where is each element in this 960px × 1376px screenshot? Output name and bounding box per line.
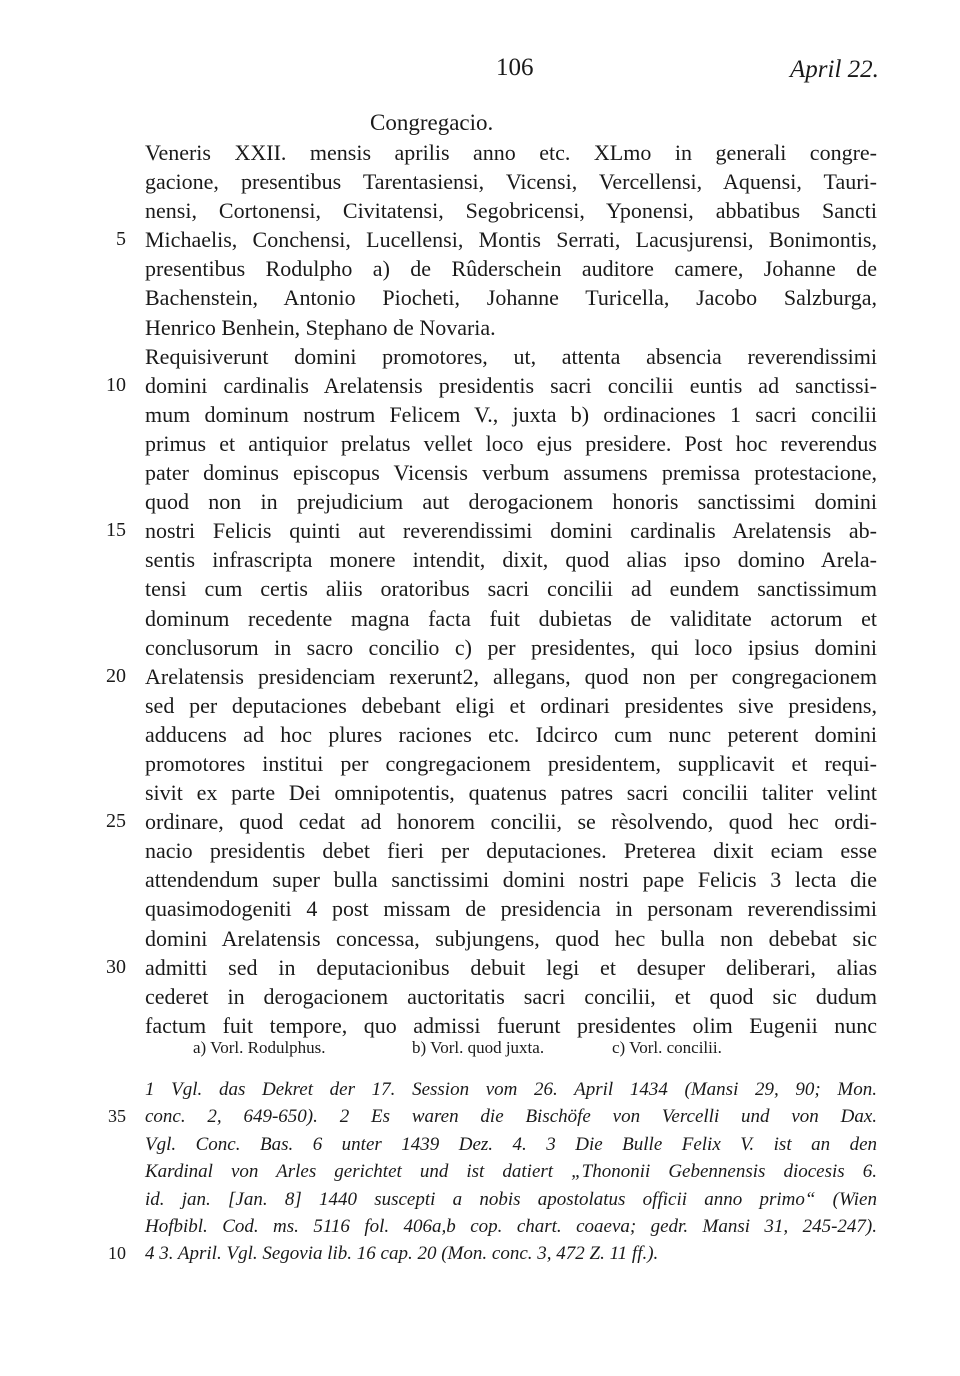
text-line — [0, 894, 960, 923]
footnotes — [0, 1076, 960, 1268]
footnote-line — [0, 1103, 960, 1130]
line-text: quasimodogeniti 4 post missam de presidencia in personam reverendissimi — [145, 896, 877, 922]
text-line — [0, 545, 960, 574]
text-line — [0, 778, 960, 807]
section-title: Congregacio. — [370, 110, 494, 135]
footnote-text: Hofbibl. Cod. ms. 5116 fol. 406a,b cop. chart. coaeva; gedr. Mansi 31, 245-247). — [145, 1215, 877, 1237]
line-text: gacione, presentibus Tarentasiensi, Vicensi, Vercellensi, Aquensi, Tauri- — [145, 169, 877, 195]
line-text: pater dominus episcopus Vicensis verbum assumens premissa protestacione, — [145, 460, 877, 486]
text-line — [0, 982, 960, 1011]
line-text: nostri Felicis quinti aut reverendissimi domini cardinalis Arelatensis ab- — [145, 518, 877, 544]
footnote-text: 1 Vgl. das Dekret der 17. Session vom 26. April 1434 (Mansi 29, 90; Mon. — [145, 1079, 877, 1100]
line-number: 25 — [106, 810, 126, 833]
variant-note-c: c) Vorl. concilii. — [612, 1038, 722, 1057]
line-text: sivit ex parte Dei omnipotentis, quatenus patres sacri concilii taliter velint — [145, 780, 877, 806]
line-number: 5 — [116, 228, 126, 251]
line-text: factum fuit tempore, quo admissi fuerunt presidentes olim Eugenii nunc — [145, 1012, 877, 1038]
text-line — [0, 1011, 960, 1040]
text-line — [0, 167, 960, 196]
line-number: 10 — [106, 373, 126, 396]
text-line — [0, 924, 960, 953]
line-text: mum dominum nostrum Felicem V., juxta b) ordinaciones 1 sacri concilii — [145, 401, 877, 427]
text-line — [0, 662, 960, 691]
footnote-line — [0, 1131, 960, 1158]
text-line — [0, 633, 960, 662]
line-text: nacio presidentis debet fieri per deputaciones. Preterea dixit eciam esse — [145, 838, 877, 864]
text-line — [0, 138, 960, 167]
line-text: presentibus Rodulpho a) de Rûderschein auditore camere, Johanne de — [145, 256, 877, 282]
text-line — [0, 458, 960, 487]
text-line — [0, 865, 960, 894]
line-number: 35 — [108, 1106, 126, 1127]
text-line — [0, 371, 960, 400]
line-text: quod non in prejudicium aut derogacionem honoris sanctissimi domini — [145, 489, 877, 515]
running-head-date: April 22. — [790, 56, 879, 83]
text-line — [0, 720, 960, 749]
line-text: nensi, Cortonensi, Civitatensi, Segobricensi, Yponensi, abbatibus Sancti — [145, 198, 877, 224]
text-line — [0, 953, 960, 982]
footnote-line — [0, 1076, 960, 1103]
line-text: adducens ad hoc plures raciones etc. Idcirco cum nunc peterent domini — [145, 721, 877, 747]
footnote-text: conc. 2, 649-650). 2 Es waren die Bischöfe von Vercelli und von Dax. — [145, 1106, 877, 1128]
text-line — [0, 836, 960, 865]
line-number: 10 — [108, 1243, 126, 1264]
line-text: Bachenstein, Antonio Piocheti, Johanne Turicella, Jacobo Salzburga, — [145, 285, 877, 311]
line-text: promotores institui per congregacionem presidentem, supplicavit et requi- — [145, 750, 877, 776]
line-text: attendendum super bulla sanctissimi domini nostri pape Felicis 3 lecta die — [145, 867, 877, 893]
text-line — [0, 487, 960, 516]
line-text: Michaelis, Conchensi, Lucellensi, Montis Serrati, Lacusjurensi, Bonimontis, — [145, 227, 877, 253]
line-text: cederet in derogacionem auctoritatis sacri concilii, et quod sic dudum — [145, 983, 877, 1009]
line-text: conclusorum in sacro concilio c) per presidentes, qui loco ipsius domini — [145, 634, 877, 660]
footnote-text: Kardinal von Arles gerichtet und ist datiert „Thononii Gebennensis diocesis 6. — [145, 1161, 877, 1183]
footnote-text: id. jan. [Jan. 8] 1440 suscepti a nobis apostolatus officii anno primo“ (Wien — [145, 1188, 877, 1210]
text-line — [0, 283, 960, 312]
footnote-line — [0, 1158, 960, 1185]
line-text: dominum recedente magna facta fuit dubietas de validitate actorum et — [145, 605, 877, 631]
text-line — [0, 196, 960, 225]
line-number: 30 — [106, 955, 126, 978]
variant-note-b: b) Vorl. quod juxta. — [412, 1038, 545, 1057]
footnote-line — [0, 1240, 960, 1267]
line-text: tensi cum certis aliis oratoribus sacri concilii ad eundem sanctissimum — [145, 576, 877, 602]
page-number: 106 — [496, 54, 534, 81]
line-text: ordinare, quod cedat ad honorem concilii, se rèsolvendo, quod hec ordi- — [145, 809, 877, 835]
text-line — [0, 313, 960, 342]
text-line — [0, 254, 960, 283]
footnote-text: Vgl. Conc. Bas. 6 unter 1439 Dez. 4. 3 Die Bulle Felix V. ist an den — [145, 1133, 877, 1155]
line-text: domini cardinalis Arelatensis presidentis sacri concilii euntis ad sanctissi- — [145, 372, 877, 398]
text-line — [0, 225, 960, 254]
text-line — [0, 342, 960, 371]
line-text: Arelatensis presidenciam rexerunt2, allegans, quod non per congregacionem — [145, 663, 877, 689]
text-line — [0, 516, 960, 545]
text-line — [0, 807, 960, 836]
line-number: 20 — [106, 664, 126, 687]
main-text — [0, 138, 960, 1040]
text-line — [0, 429, 960, 458]
line-text: sed per deputaciones debebant eligi et ordinari presidentes sive presidens, — [145, 692, 877, 718]
footnote-text: 4 3. April. Vgl. Segovia lib. 16 cap. 20 (Mon. conc. 3, 472 Z. 11 ff.). — [145, 1243, 659, 1265]
line-text: primus et antiquior prelatus vellet loco ejus presidere. Post hoc reverendus — [145, 430, 877, 456]
text-line — [0, 749, 960, 778]
line-text: Veneris XXII. mensis aprilis anno etc. XLmo in generali congre- — [145, 140, 877, 165]
variant-note-a: a) Vorl. Rodulphus. — [193, 1038, 326, 1057]
page-header — [0, 54, 960, 94]
line-number: 15 — [106, 519, 126, 542]
footnote-line — [0, 1186, 960, 1213]
line-text: sentis infrascripta monere intendit, dixit, quod alias ipso domino Arela- — [145, 547, 877, 573]
line-text: Henrico Benhein, Stephano de Novaria. — [145, 314, 496, 340]
line-text: domini Arelatensis concessa, subjungens, quod hec bulla non debebat sic — [145, 925, 877, 951]
text-line — [0, 400, 960, 429]
footnote-line — [0, 1213, 960, 1240]
line-text: admitti sed in deputacionibus debuit legi et desuper deliberari, alias — [145, 954, 877, 980]
text-line — [0, 691, 960, 720]
line-text: Requisiverunt domini promotores, ut, attenta absencia reverendissimi — [145, 343, 877, 369]
text-line — [0, 574, 960, 603]
text-line — [0, 604, 960, 633]
